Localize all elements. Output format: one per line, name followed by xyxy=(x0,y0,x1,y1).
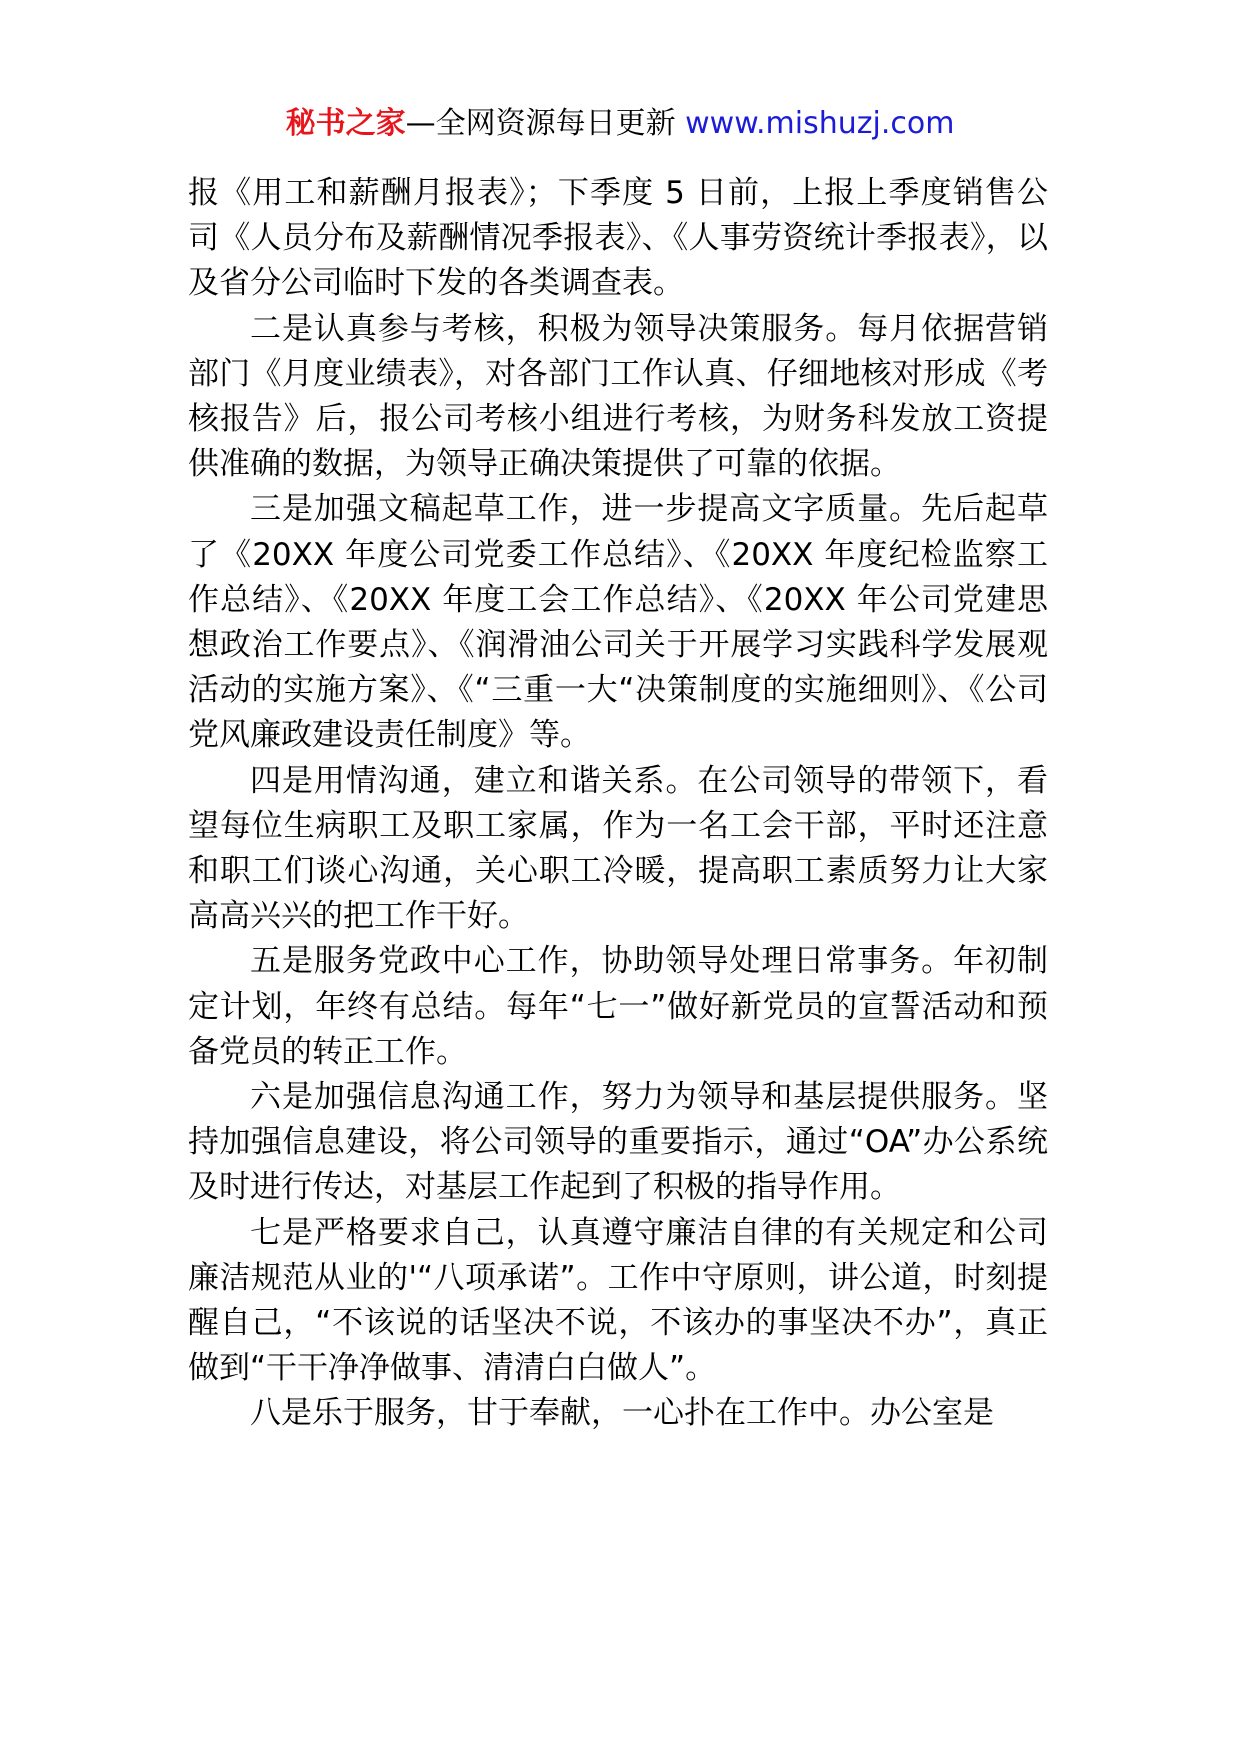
paragraph-item-5: 五是服务党政中心工作，协助领导处理日常事务。年初制定计划，年终有总结。每年“七一”做好新党员的宣誓活动和预备党员的转正工作。 xyxy=(188,943,1048,1070)
site-name: 秘书之家 xyxy=(285,106,406,141)
page-header xyxy=(0,100,1240,148)
paragraph-item-6: 六是加强信息沟通工作，努力为领导和基层提供服务。坚持加强信息建设，将公司领导的重要指示，通过“OA”办公系统及时进行传达，对基层工作起到了积极的指导作用。 xyxy=(188,1079,1048,1206)
document-body xyxy=(188,171,1048,1437)
paragraph-continued: 报《用工和薪酬月报表》；下季度 5 日前，上报上季度销售公司《人员分布及薪酬情况季报表》、《人事劳资统计季报表》，以及省分公司临时下发的各类调查表。 xyxy=(188,175,1048,302)
paragraph-item-4: 四是用情沟通，建立和谐关系。在公司领导的带领下，看望每位生病职工及职工家属，作为一名工会干部，平时还注意和职工们谈心沟通，关心职工冷暖，提高职工素质努力让大家高高兴兴的把工作干好。 xyxy=(188,762,1048,935)
paragraph-item-2: 二是认真参与考核，积极为领导决策服务。每月依据营销部门《月度业绩表》，对各部门工作认真、仔细地核对形成《考核报告》后，报公司考核小组进行考核，为财务科发放工资提供准确的数据，为领导正确决策提供了可靠的依据。 xyxy=(188,310,1048,483)
paragraph-item-7: 七是严格要求自己，认真遵守廉洁自律的有关规定和公司廉洁规范从业的'“八项承诺”。工作中守原则，讲公道，时刻提醒自己，“不该说的话坚决不说，不该办的事坚决不办”，真正做到“干干净净做事、清清白白做人”。 xyxy=(188,1214,1048,1387)
site-url-link[interactable]: www.mishuzj.com xyxy=(685,106,955,141)
site-tagline: —全网资源每日更新 xyxy=(405,106,676,141)
paragraph-item-8: 八是乐于服务，甘于奉献，一心扑在工作中。办公室是 xyxy=(250,1395,994,1432)
paragraph-item-3: 三是加强文稿起草工作，进一步提高文字质量。先后起草了《20XX 年度公司党委工作总结》、《20XX 年度纪检监察工作总结》、《20XX 年度工会工作总结》、《20XX 年公司党建思想政治工作要点》、《润滑油公司关于开展学习实践科学发展观活动的实施方案》、《“三重一大“决策制度的实施细则》、《公司党风廉政建设责任制度》等。 xyxy=(188,491,1048,754)
